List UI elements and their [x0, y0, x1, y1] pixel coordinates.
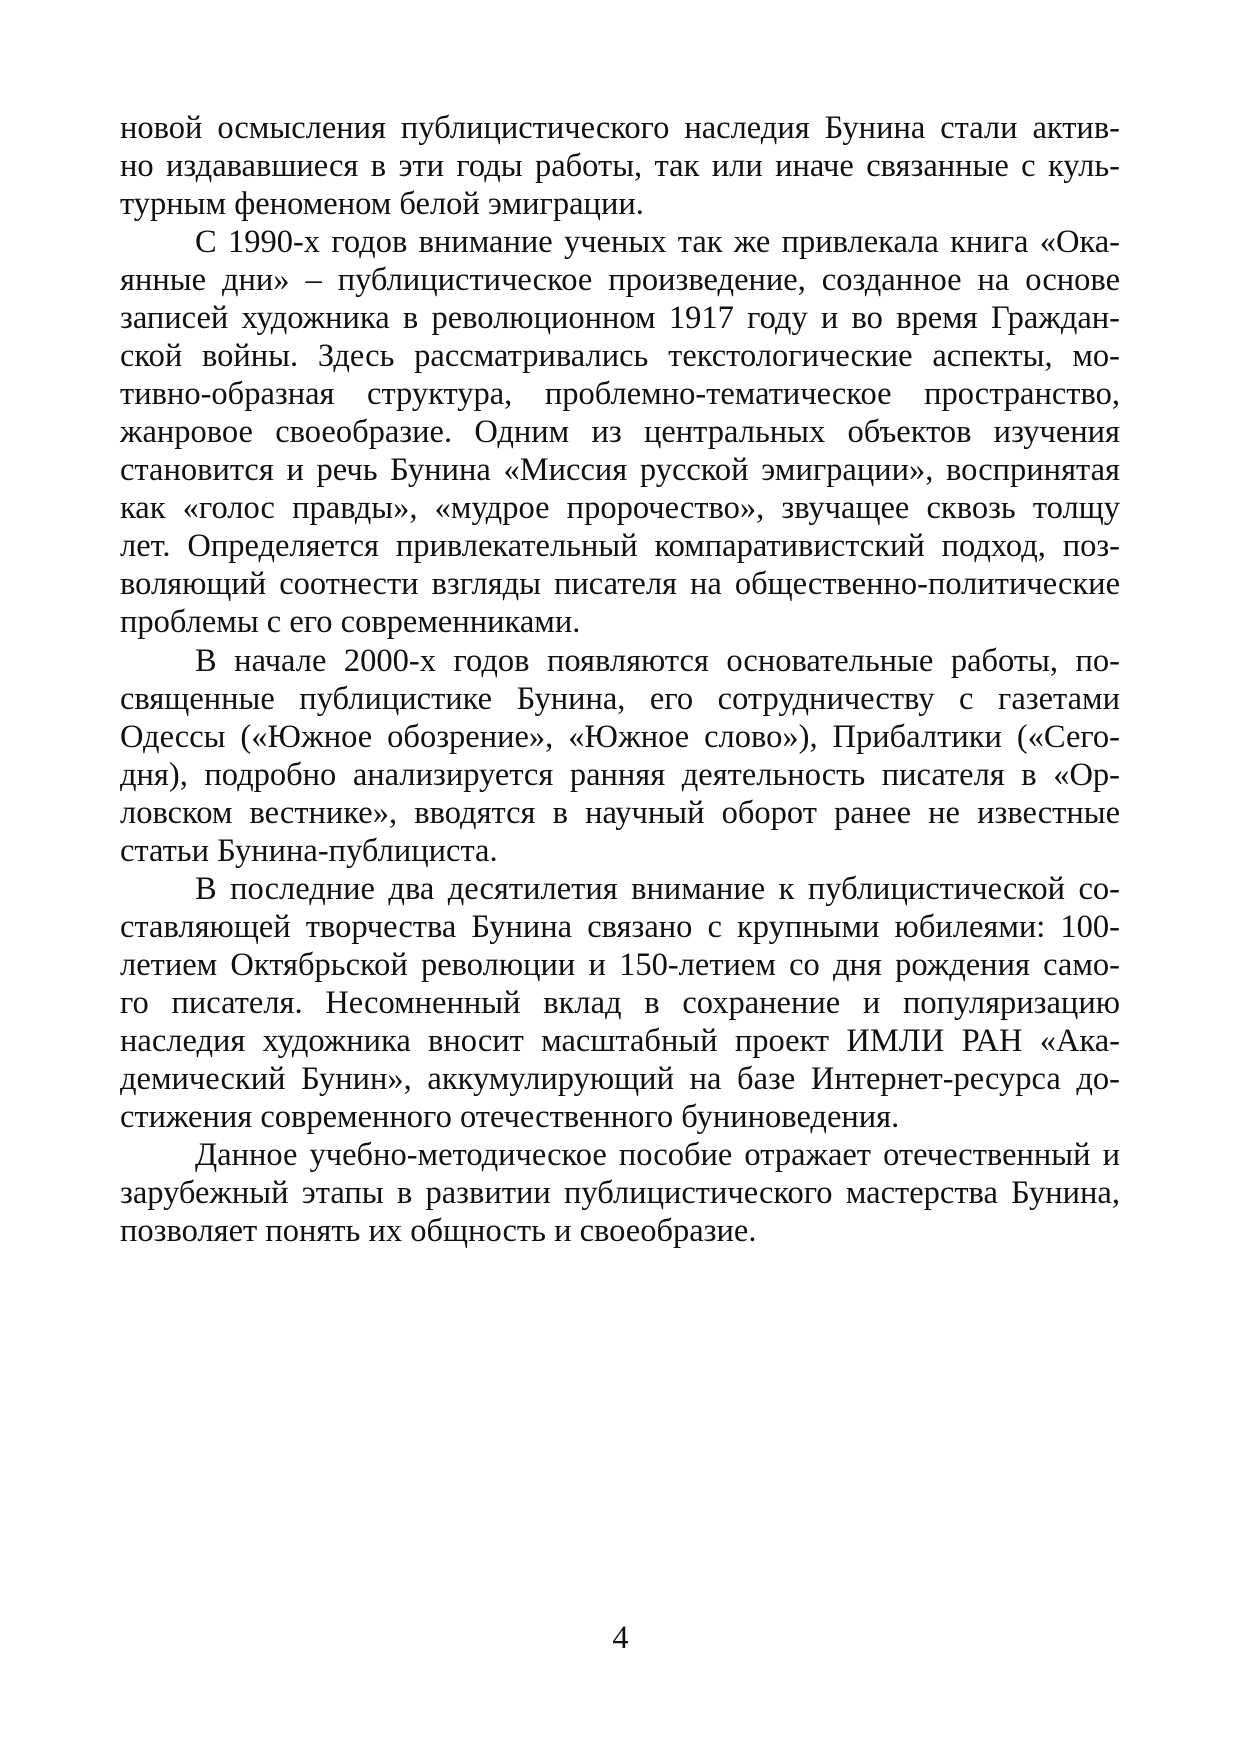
text-line: го писателя. Несомненный вклад в сохранение и популяризацию: [120, 985, 1120, 1021]
text-line: становится и речь Бунина «Миссия русской эмиграции», воспринятая: [120, 452, 1120, 488]
text-line: жанровое своеобразие. Одним из центральных объектов изучения: [120, 414, 1120, 450]
text-line: янные дни» – публицистическое произведение, созданное на основе: [120, 262, 1120, 298]
text-line: стижения современного отечественного буниноведения.: [120, 1099, 900, 1135]
text-line: записей художника в революционном 1917 году и во время Граждан-: [120, 300, 1120, 336]
paragraph-first-line: В начале 2000-х годов появляются основательные работы, по-: [195, 643, 1120, 679]
text-line: дня), подробно анализируется ранняя деятельность писателя в «Ор-: [120, 757, 1120, 793]
text-line: тивно-образная структура, проблемно-тематическое пространство,: [120, 376, 1120, 412]
paragraph-first-line: Данное учебно-методическое пособие отражает отечественный и: [195, 1137, 1120, 1173]
text-line: зарубежный этапы в развитии публицистического мастерства Бунина,: [120, 1175, 1120, 1211]
paragraph-first-line: В последние два десятилетия внимание к публицистической со-: [195, 871, 1120, 907]
text-line: воляющий соотнести взгляды писателя на общественно-политические: [120, 566, 1120, 602]
text-line: турным феноменом белой эмиграции.: [120, 186, 644, 222]
paragraph-first-line: С 1990-х годов внимание ученых так же привлекала книга «Ока-: [195, 224, 1120, 260]
text-line: демический Бунин», аккумулирующий на базе Интернет-ресурса до-: [120, 1061, 1120, 1097]
text-line: Одессы («Южное обозрение», «Южное слово»), Прибалтики («Сего-: [120, 719, 1120, 755]
text-line: лет. Определяется привлекательный компаративистский подход, поз-: [120, 528, 1120, 564]
text-line: летием Октябрьской революции и 150-летием со дня рождения само-: [120, 947, 1120, 983]
text-line: статьи Бунина-публициста.: [120, 833, 498, 869]
text-line: позволяет понять их общность и своеобразие.: [120, 1213, 757, 1249]
text-line: наследия художника вносит масштабный проект ИМЛИ РАН «Ака-: [120, 1023, 1120, 1059]
page-number: 4: [612, 1620, 629, 1656]
text-line: священные публицистике Бунина, его сотрудничеству с газетами: [120, 681, 1120, 717]
text-line: ставляющей творчества Бунина связано с крупными юбилеями: 100-: [120, 909, 1120, 945]
text-line: как «голос правды», «мудрое пророчество», звучащее сквозь толщу: [120, 490, 1120, 526]
text-line: ловском вестнике», вводятся в научный оборот ранее не известные: [120, 795, 1120, 831]
text-line: ской войны. Здесь рассматривались текстологические аспекты, мо-: [120, 338, 1120, 374]
text-line: проблемы с его современниками.: [120, 604, 581, 640]
text-line: но издававшиеся в эти годы работы, так или иначе связанные с куль-: [120, 148, 1120, 184]
text-line: новой осмысления публицистического наследия Бунина стали актив-: [120, 110, 1120, 146]
